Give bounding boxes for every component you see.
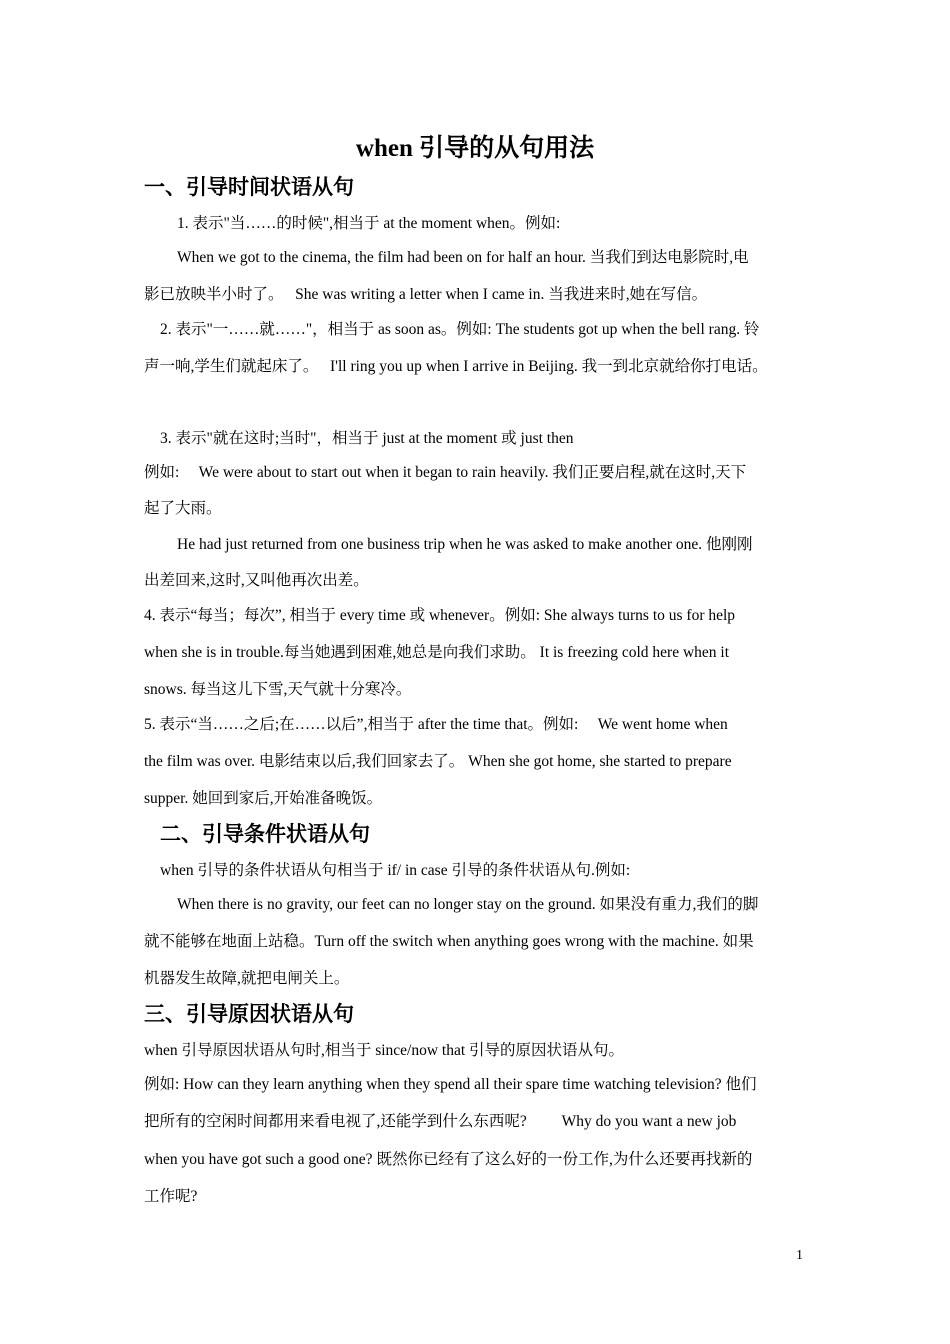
page-number: 1 — [796, 1248, 803, 1263]
paragraph-line: 5. 表示“当……之后;在……以后”,相当于 after the time that。例如: We went home when — [144, 716, 728, 733]
paragraph-line: When we got to the cinema, the film had been on for half an hour. 当我们到达电影院时,电 — [177, 249, 749, 266]
paragraph-line: 3. 表示"就在这时;当时"，相当于 just at the moment 或 just then — [160, 430, 574, 447]
paragraph-line: 把所有的空闲时间都用来看电视了,还能学到什么东西呢? Why do you want a new job — [144, 1113, 737, 1130]
paragraph-line: when 引导的条件状语从句相当于 if/ in case 引导的条件状语从句.例如: — [160, 862, 631, 879]
paragraph-line: snows. 每当这儿下雪,天气就十分寒冷。 — [144, 681, 412, 698]
paragraph-line: 4. 表示“每当；每次”, 相当于 every time 或 whenever。例如: She always turns to us for help — [144, 607, 736, 624]
paragraph-line: 机器发生故障,就把电闸关上。 — [144, 970, 350, 987]
paragraph-line: When there is no gravity, our feet can no longer stay on the ground. 如果没有重力,我们的脚 — [177, 896, 759, 913]
paragraph-line: 例如: We were about to start out when it began to rain heavily. 我们正要启程,就在这时,天下 — [144, 464, 747, 481]
paragraph-line: He had just returned from one business trip when he was asked to make another one. 他刚刚 — [177, 536, 753, 553]
paragraph-line: 影已放映半小时了。 She was writing a letter when I came in. 当我进来时,她在写信。 — [144, 286, 708, 303]
section-heading-reason-clause: 三、引导原因状语从句 — [144, 1002, 354, 1026]
paragraph-line: 例如: How can they learn anything when they spend all their spare time watching television? 他们 — [144, 1076, 757, 1093]
paragraph-line: 起了大雨。 — [144, 500, 222, 517]
paragraph-line: when you have got such a good one? 既然你已经有了这么好的一份工作,为什么还要再找新的 — [144, 1151, 753, 1168]
section-heading-time-clause: 一、引导时间状语从句 — [144, 175, 354, 199]
paragraph-line: 2. 表示"一……就……"，相当于 as soon as。例如: The students got up when the bell rang. 铃 — [160, 321, 760, 338]
paragraph-line: supper. 她回到家后,开始准备晚饭。 — [144, 790, 383, 807]
document-title: when 引导的从句用法 — [355, 135, 595, 162]
paragraph-line: 1. 表示"当……的时候",相当于 at the moment when。例如: — [177, 215, 561, 232]
paragraph-line: when she is in trouble.每当她遇到困难,她总是向我们求助。 It is freezing cold here when it — [144, 644, 730, 661]
paragraph-line: 就不能够在地面上站稳。Turn off the switch when anything goes wrong with the machine. 如果 — [144, 933, 754, 950]
paragraph-line: 声一响,学生们就起床了。 I'll ring you up when I arrive in Beijing. 我一到北京就给你打电话。 — [144, 358, 768, 375]
paragraph-line: the film was over. 电影结束以后,我们回家去了。 When she got home, she started to prepare — [144, 753, 732, 770]
section-heading-condition-clause: 二、引导条件状语从句 — [160, 822, 370, 846]
paragraph-line: when 引导原因状语从句时,相当于 since/now that 引导的原因状语从句。 — [144, 1042, 625, 1059]
paragraph-line: 工作呢? — [144, 1188, 198, 1205]
paragraph-line: 出差回来,这时,又叫他再次出差。 — [144, 572, 369, 589]
